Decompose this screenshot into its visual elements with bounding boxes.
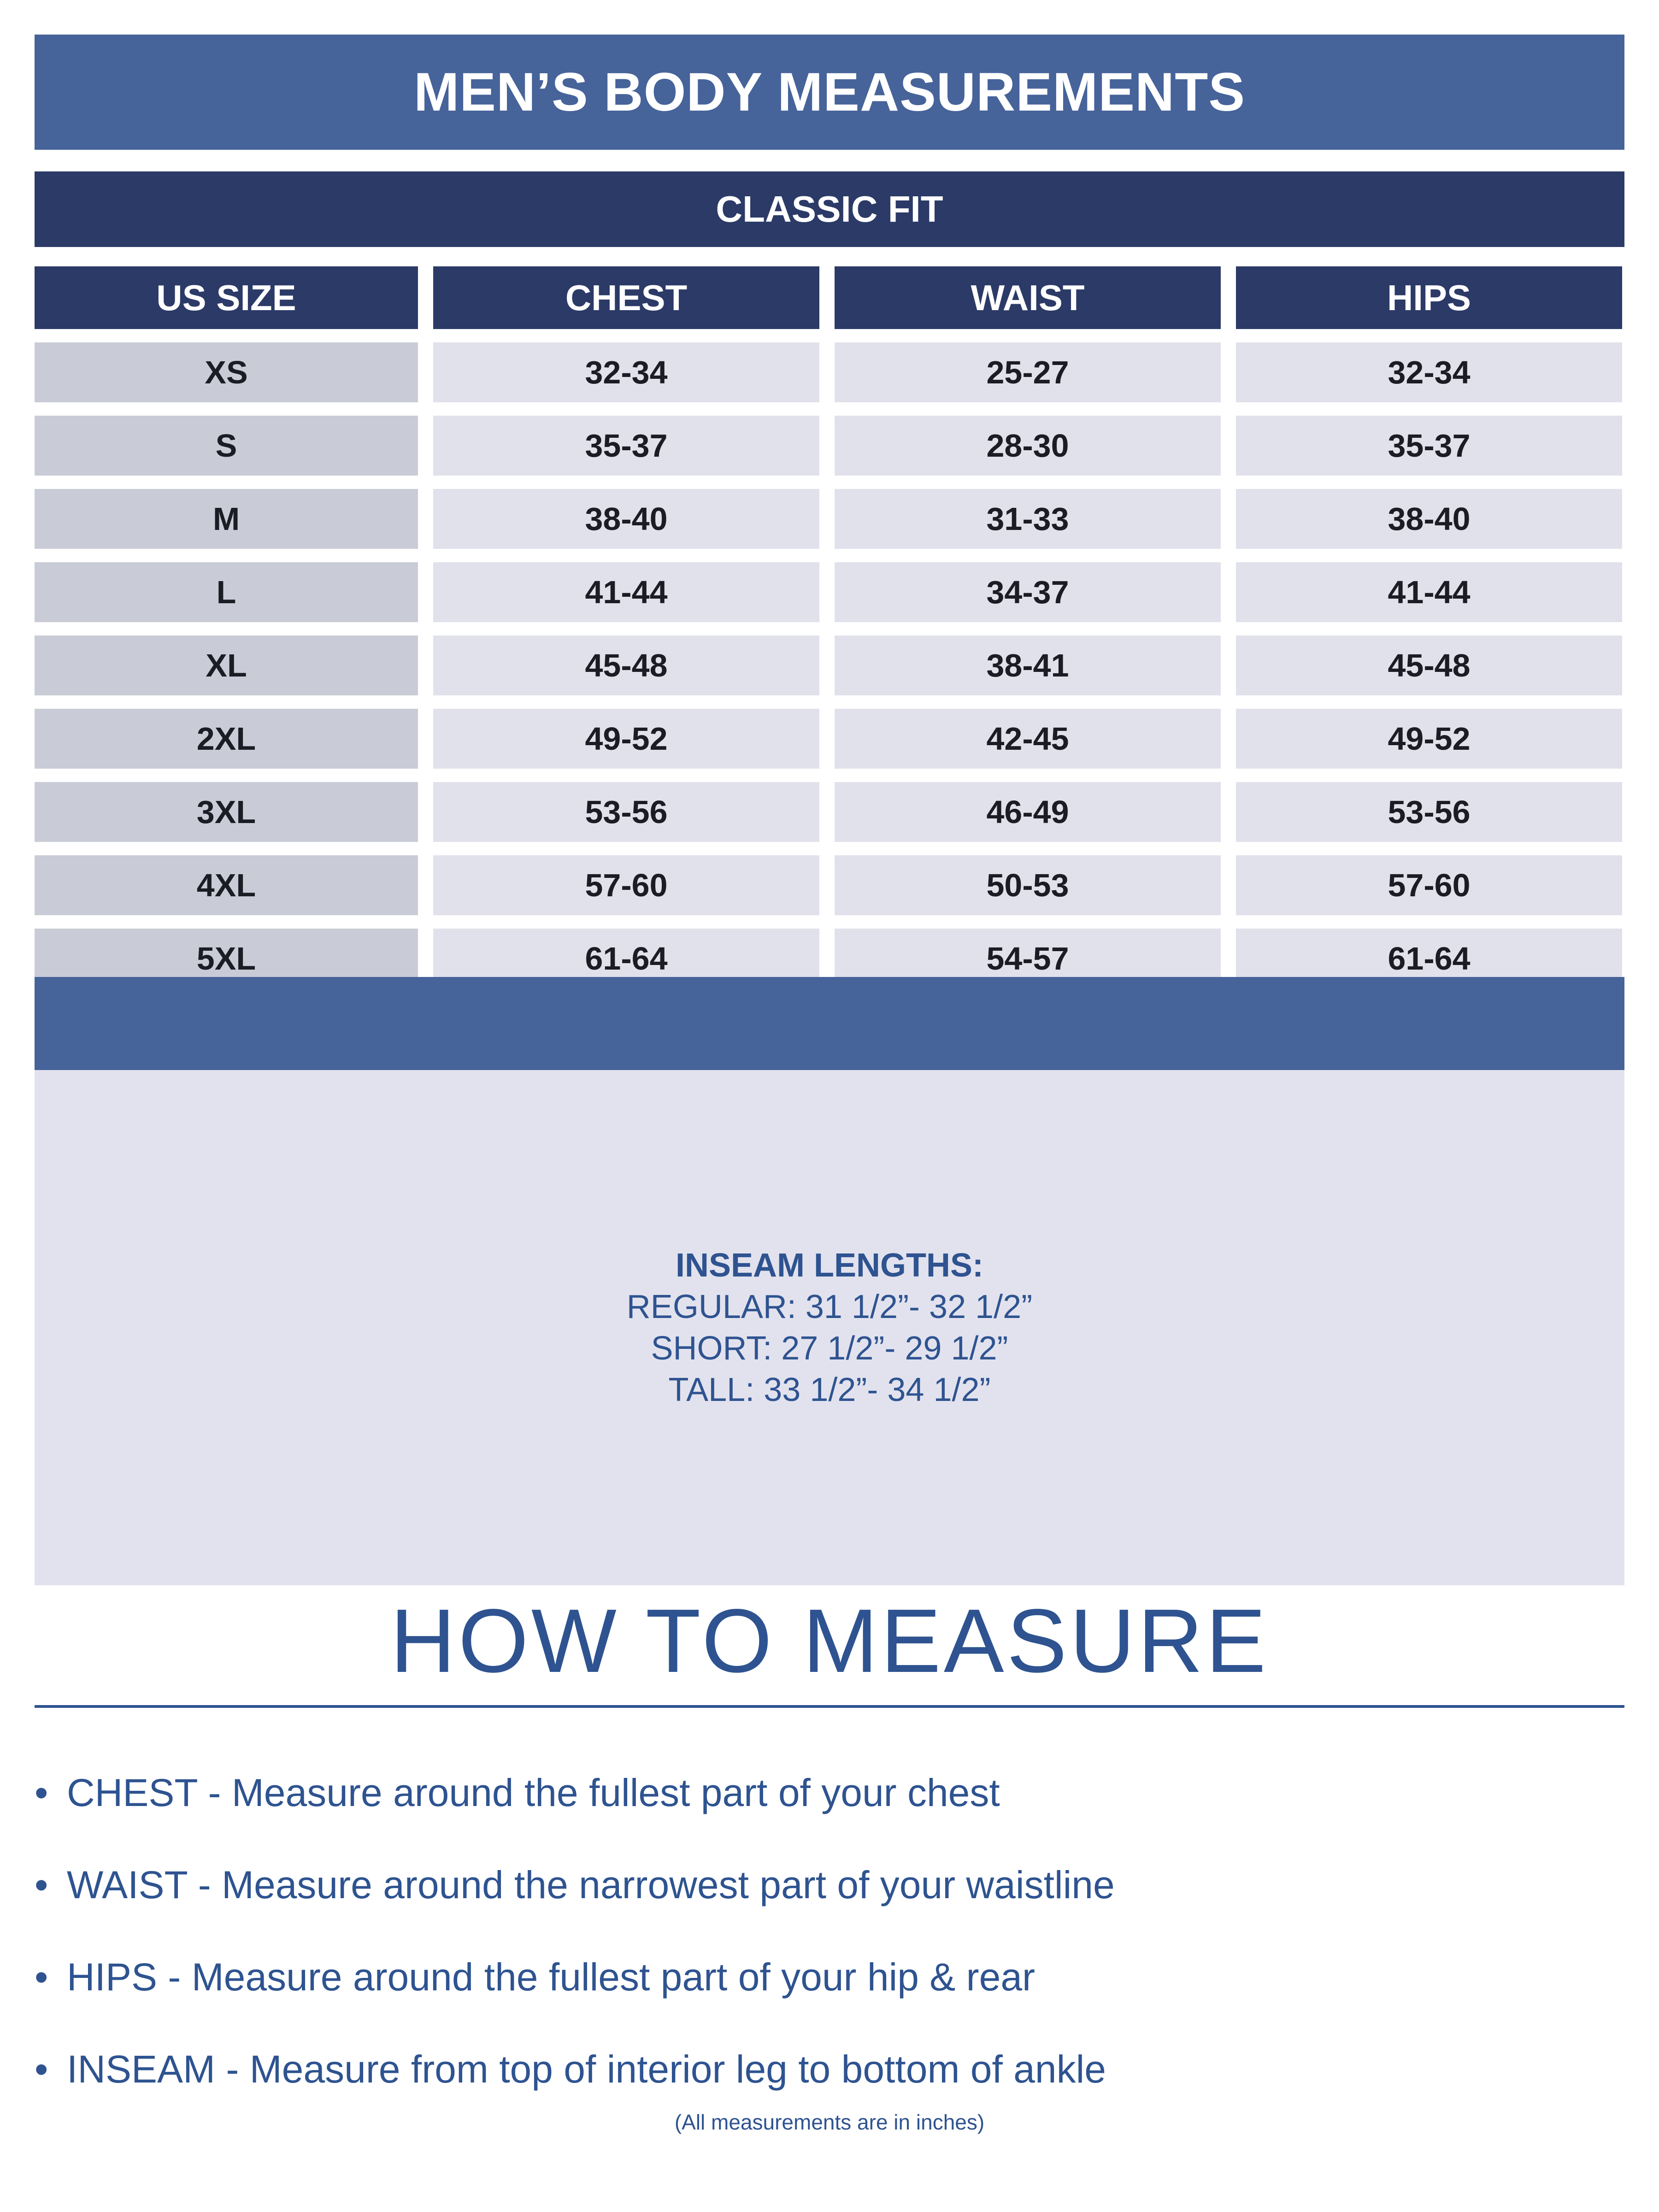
hips-cell: 53-56 [1236, 782, 1622, 842]
size-cell: XL [35, 635, 418, 695]
chest-cell: 53-56 [433, 782, 819, 842]
chest-cell: 41-44 [433, 562, 819, 622]
how-to-measure-heading: HOW TO MEASURE [390, 1590, 1269, 1691]
size-cell: 5XL [35, 929, 418, 988]
instruction-text: WAIST - Measure around the narrowest part of your waistline [67, 1863, 1115, 1906]
waist-cell: 38-41 [835, 635, 1221, 695]
inseam-short: SHORT: 27 1/2”- 29 1/2” [651, 1330, 1008, 1367]
bullet-icon: • [35, 1771, 48, 1814]
hips-cell: 38-40 [1236, 489, 1622, 549]
hips-cell: 41-44 [1236, 562, 1622, 622]
waist-cell: 31-33 [835, 489, 1221, 549]
size-cell: L [35, 562, 418, 622]
hips-cell: 61-64 [1236, 929, 1622, 988]
units-footnote: (All measurements are in inches) [674, 2110, 985, 2134]
instruction-text: CHEST - Measure around the fullest part of your chest [67, 1771, 1000, 1814]
measure-instructions [35, 1747, 1624, 2115]
chest-cell: 32-34 [433, 342, 819, 402]
hips-cell: 57-60 [1236, 855, 1622, 915]
hips-cell: 35-37 [1236, 416, 1622, 476]
instruction-text: HIPS - Measure around the fullest part of your hip & rear [67, 1955, 1035, 1999]
waist-cell: 54-57 [835, 929, 1221, 988]
waist-cell: 50-53 [835, 855, 1221, 915]
size-cell: 4XL [35, 855, 418, 915]
size-chart-table [35, 266, 1624, 977]
bullet-icon: • [35, 1863, 48, 1906]
size-cell: S [35, 416, 418, 476]
instruction-text: INSEAM - Measure from top of interior leg to bottom of ankle [67, 2047, 1106, 2091]
instruction-waist [35, 1839, 1624, 1931]
column-header-waist: WAIST [835, 266, 1221, 329]
divider-band [35, 977, 1624, 1070]
size-cell: XS [35, 342, 418, 402]
size-cell: M [35, 489, 418, 549]
waist-cell: 34-37 [835, 562, 1221, 622]
chest-cell: 45-48 [433, 635, 819, 695]
column-header-us-size: US SIZE [35, 266, 418, 329]
waist-cell: 25-27 [835, 342, 1221, 402]
inseam-panel [35, 1070, 1624, 1585]
hips-cell: 49-52 [1236, 709, 1622, 769]
hips-cell: 32-34 [1236, 342, 1622, 402]
hips-cell: 45-48 [1236, 635, 1622, 695]
size-cell: 3XL [35, 782, 418, 842]
chest-cell: 49-52 [433, 709, 819, 769]
chest-cell: 38-40 [433, 489, 819, 549]
chest-cell: 61-64 [433, 929, 819, 988]
bullet-icon: • [35, 1955, 48, 1999]
column-header-hips: HIPS [1236, 266, 1622, 329]
waist-cell: 42-45 [835, 709, 1221, 769]
divider-line [35, 1705, 1624, 1708]
inseam-tall: TALL: 33 1/2”- 34 1/2” [668, 1371, 991, 1408]
fit-label: CLASSIC FIT [35, 171, 1624, 247]
inseam-regular: REGULAR: 31 1/2”- 32 1/2” [626, 1288, 1033, 1325]
column-header-chest: CHEST [433, 266, 819, 329]
inseam-title: INSEAM LENGTHS: [675, 1247, 983, 1284]
page-title: MEN’S BODY MEASUREMENTS [35, 35, 1624, 150]
size-cell: 2XL [35, 709, 418, 769]
chest-cell: 35-37 [433, 416, 819, 476]
instruction-chest [35, 1747, 1624, 1839]
chest-cell: 57-60 [433, 855, 819, 915]
instruction-hips [35, 1931, 1624, 2023]
waist-cell: 28-30 [835, 416, 1221, 476]
waist-cell: 46-49 [835, 782, 1221, 842]
bullet-icon: • [35, 2047, 48, 2091]
